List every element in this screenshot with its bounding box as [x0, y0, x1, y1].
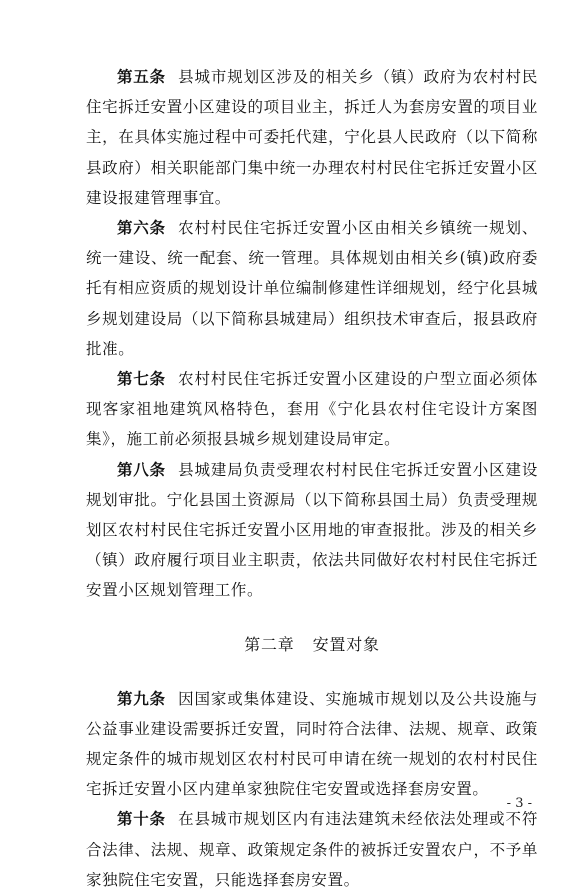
article-text: 因国家或集体建设、实施城市规划以及公共设施与公益事业建设需要拆迁安置，同时符合法律、法规、规章、政策规定条件的城市规划区农村村民可申请在统一规划的农村村民住宅拆迁安置小区内建单家独院住宅安置或选择套房安置。: [86, 689, 538, 799]
chapter-number: 第二章: [244, 634, 295, 654]
article-5: [86, 62, 538, 213]
article-text: 农村村民住宅拆迁安置小区由相关乡镇统一规划、统一建设、统一配套、统一管理。具体规划由相关乡(镇)政府委托有相应资质的规划设计单位编制修建性详细规划，经宁化县城乡规划建设局（以下简称县城建局）组织技术审查后，报县政府批准。: [86, 219, 538, 358]
article-number: 第十条: [117, 810, 166, 829]
document-body: [86, 62, 538, 895]
article-text: 县城市规划区涉及的相关乡（镇）政府为农村村民住宅拆迁安置小区建设的项目业主，拆迁人为套房安置的项目业主，在具体实施过程中可委托代建，宁化县人民政府（以下简称县政府）相关职能部门集中统一办理农村村民住宅拆迁安置小区建设报建管理事宜。: [86, 68, 538, 207]
article-text: 县城建局负责受理农村村民住宅拆迁安置小区建设规划审批。宁化县国土资源局（以下简称县国土局）负责受理规划区农村村民住宅拆迁安置小区用地的审查报批。涉及的相关乡（镇）政府履行项目业主职责，依法共同做好农村村民住宅拆迁安置小区规划管理工作。: [86, 460, 538, 600]
article-number: 第六条: [117, 219, 166, 238]
article-6: [86, 213, 538, 364]
chapter-title: 安置对象: [312, 634, 380, 654]
chapter-heading: [86, 630, 538, 660]
article-number: 第七条: [117, 370, 166, 389]
article-8: [86, 455, 538, 606]
page-number: - 3 -: [506, 796, 532, 811]
article-text: 在县城市规划区内有违法建筑未经依法处理或不符合法律、法规、规章、政策规定条件的被拆迁安置农户，不予单家独院住宅安置，只能选择套房安置。: [86, 810, 538, 889]
article-number: 第九条: [117, 689, 166, 708]
article-number: 第五条: [117, 68, 166, 86]
article-9: [86, 684, 538, 805]
article-10: [86, 804, 538, 895]
article-text: 农村村民住宅拆迁安置小区建设的户型立面必须体现客家祖地建筑风格特色，套用《宁化县农村住宅设计方案图集》，施工前必须报县城乡规划建设局审定。: [86, 370, 538, 449]
article-7: [86, 364, 538, 455]
article-number: 第八条: [117, 460, 166, 479]
